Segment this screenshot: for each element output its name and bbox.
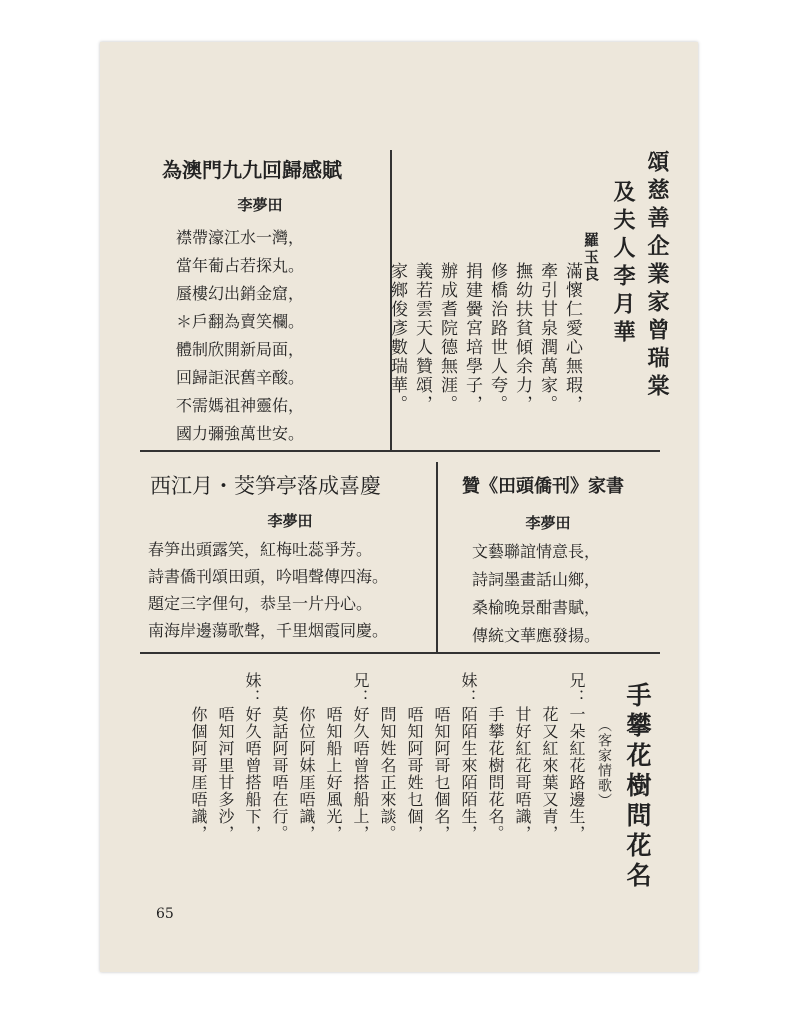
song-line: 問知姓名正來談。 bbox=[378, 672, 397, 842]
page-number: 65 bbox=[156, 906, 174, 922]
poem-ci-line: 南海岸邊蕩歌聲，千里烟霞同慶。 bbox=[148, 621, 389, 640]
poem-ci-line: 詩書僑刊頌田頭，吟唱聲傳四海。 bbox=[148, 567, 389, 586]
poem-left-line: 蜃樓幻出銷金窟， bbox=[176, 284, 305, 303]
song-line: 兄：好久唔曾搭船上， bbox=[351, 672, 370, 842]
poem-left-author: 李夢田 bbox=[237, 196, 283, 214]
poem-right-title-line2: 及夫人李月華 bbox=[610, 180, 636, 348]
song-body bbox=[185, 672, 590, 908]
poem-ci-author: 李夢田 bbox=[267, 512, 313, 530]
poem-zan-line: 詩詞墨畫話山鄉， bbox=[472, 570, 601, 589]
song-line: 兄：一朵紅花路邊生， bbox=[567, 672, 586, 842]
poem-ci-title: 西江月・茭笋亭落成喜慶 bbox=[150, 474, 381, 498]
poem-zan-body bbox=[472, 538, 600, 650]
poem-left-line: 國力彌強萬世安。 bbox=[176, 424, 305, 443]
song-subtitle: （客家情歌） bbox=[596, 718, 612, 808]
song-line: 妹：陌陌生來陌陌生， bbox=[459, 672, 478, 842]
poem-left-title: 為澳門九九回歸感賦 bbox=[162, 158, 342, 182]
song-line: 花又紅來葉又青， bbox=[540, 672, 559, 842]
poem-zan-title: 贊《田頭僑刊》家書 bbox=[462, 476, 624, 497]
poem-left-body bbox=[176, 224, 304, 448]
poem-right-line: 辦成耆院德無涯。 bbox=[437, 262, 457, 414]
poem-right-line: 家鄉俊彥數瑞華。 bbox=[387, 262, 407, 414]
poem-right-line: 滿懷仁愛心無瑕， bbox=[562, 262, 582, 414]
song-title: 手攀花樹問花名 bbox=[623, 682, 652, 892]
poem-zan-line: 文藝聯誼情意長， bbox=[472, 542, 601, 561]
poem-ci-line: 題定三字俚句，恭呈一片丹心。 bbox=[148, 594, 373, 613]
poem-right-line: 捐建黌宮培學子， bbox=[462, 262, 482, 414]
song-line: 妹：好久唔曾搭船下， bbox=[243, 672, 262, 842]
song-line: 唔知阿哥乜個名， bbox=[432, 672, 451, 842]
poem-left-line: 當年葡占若探丸。 bbox=[176, 256, 305, 275]
poem-right-author: 羅玉良 bbox=[582, 232, 600, 283]
lower-divider bbox=[140, 652, 660, 654]
poem-right-body bbox=[384, 262, 584, 452]
song-line: 唔知船上好風光， bbox=[324, 672, 343, 842]
song-line: 唔知阿哥姓乜個， bbox=[405, 672, 424, 842]
poem-zan-author: 李夢田 bbox=[525, 514, 571, 532]
poem-left-line: 回歸詎泯舊辛酸。 bbox=[176, 368, 305, 387]
poem-right-title-line1: 頌慈善企業家曾瑞棠 bbox=[644, 150, 670, 402]
poem-left-line: 體制欣開新局面， bbox=[176, 340, 305, 359]
song-line: 莫話阿哥唔在行。 bbox=[270, 672, 289, 842]
poem-ci-body bbox=[148, 536, 388, 644]
poem-left-line: 襟帶濠江水一灣， bbox=[176, 228, 305, 247]
song-line: 手攀花樹問花名。 bbox=[486, 672, 505, 842]
poem-left-line: ＊戶翻為賣笑欄。 bbox=[176, 312, 305, 331]
poem-right-line: 修橋治路世人夸。 bbox=[487, 262, 507, 414]
poem-right-line: 牽引甘泉潤萬家。 bbox=[537, 262, 557, 414]
poem-zan-line: 桑榆晚景酣書賦， bbox=[472, 598, 601, 617]
poem-right-line: 撫幼扶貧傾余力， bbox=[512, 262, 532, 414]
poem-left-line: 不需媽祖神靈佑， bbox=[176, 396, 305, 415]
poem-ci-line: 春笋出頭露笑，紅梅吐蕊爭芳。 bbox=[148, 540, 373, 559]
poem-right-line: 義若雲天人贊頌， bbox=[412, 262, 432, 414]
middle-center-divider bbox=[436, 462, 438, 652]
song-line: 唔知河里甘多沙， bbox=[216, 672, 235, 842]
book-page bbox=[100, 42, 698, 972]
song-line: 你位阿妹厓唔識， bbox=[297, 672, 316, 842]
song-line: 甘好紅花哥唔識， bbox=[513, 672, 532, 842]
poem-zan-line: 傳統文華應發揚。 bbox=[472, 626, 601, 645]
song-line: 你個阿哥厓唔識， bbox=[189, 672, 208, 842]
